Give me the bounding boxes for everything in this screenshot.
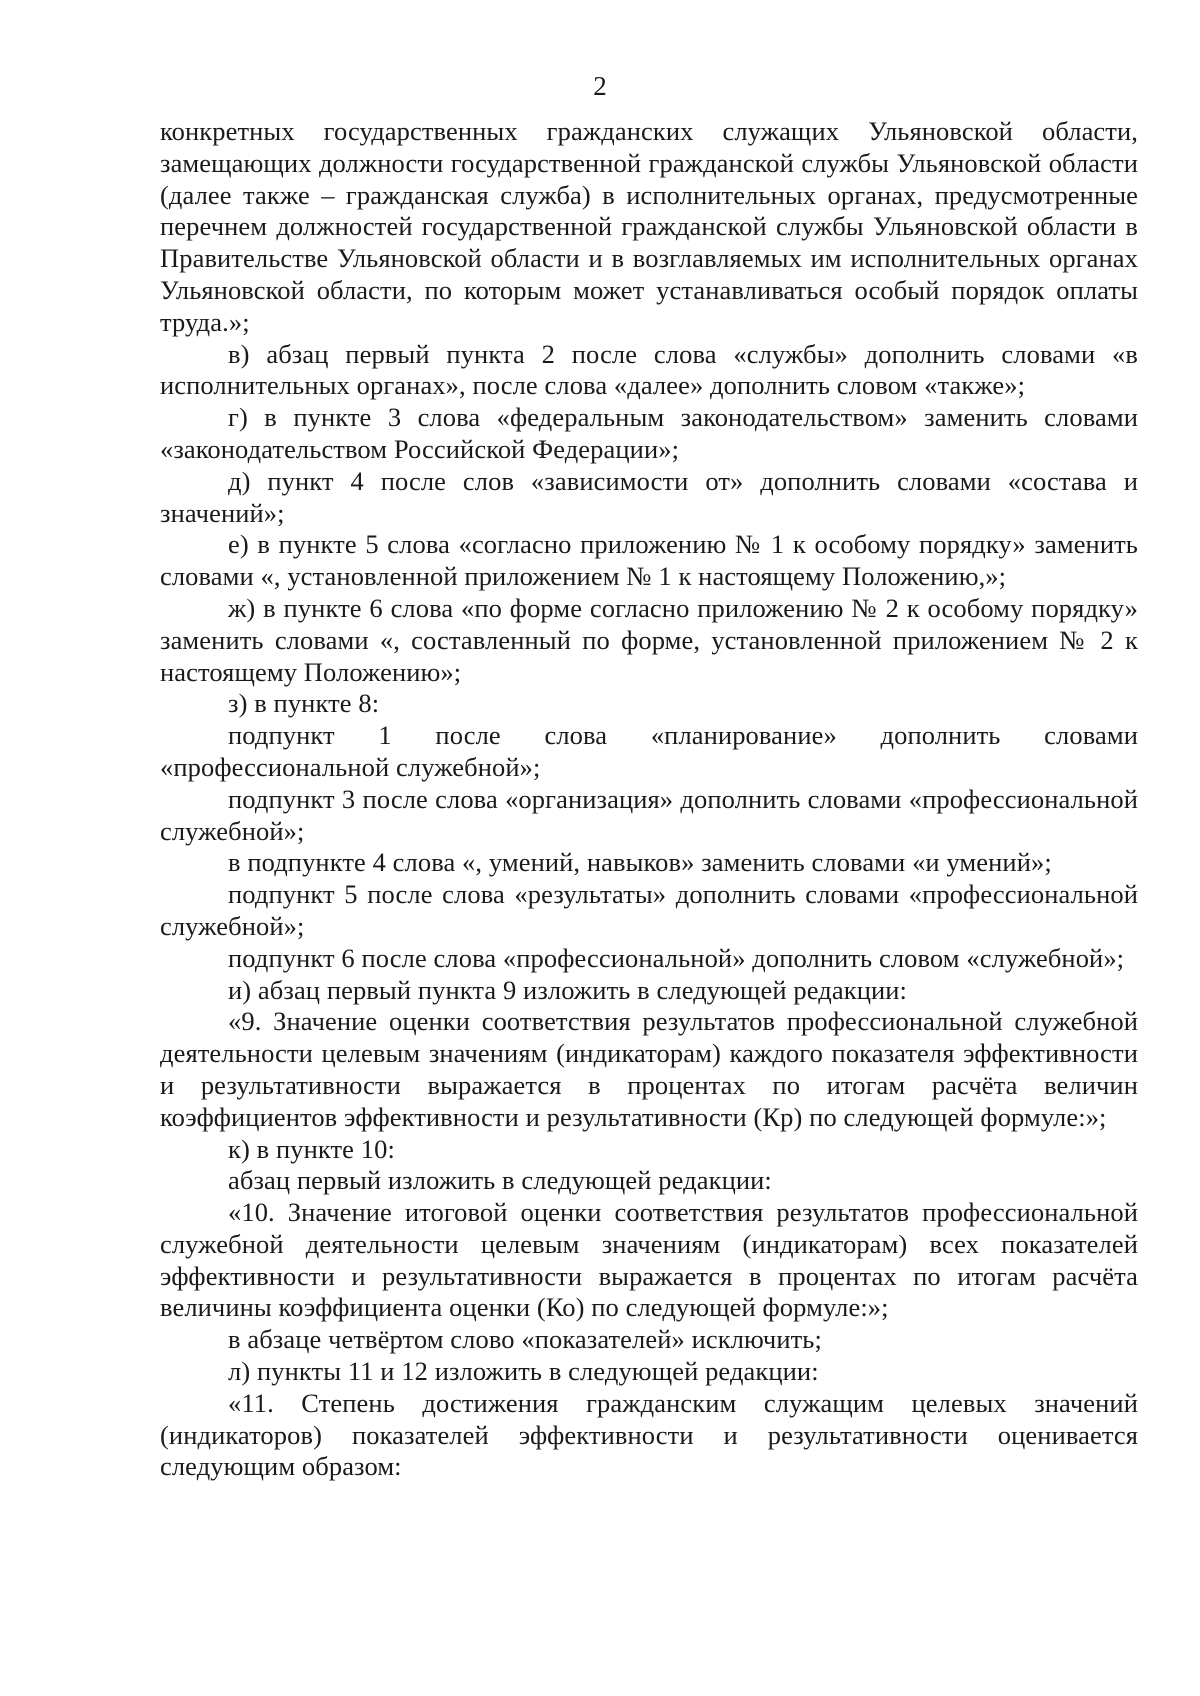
paragraph-item-i: и) абзац первый пункта 9 изложить в следующей редакции: [228,974,908,1005]
paragraph-continuation: конкретных государственных гражданских служащих Ульяновской области, замещающих должности государственной гражданской службы Ульяновской области (далее также – гражданская служба) в исполнительных органах, предусмотренные перечнем должностей государственной гражданской службы Ульяновской области в Правительстве Ульяновской области и в возглавляемых им исполнительных органах Ульяновской области, по которым может устанавливаться особый порядок оплаты труда.»; [160,116,1138,337]
paragraph-quote-10: «10. Значение итоговой оценки соответствия результатов профессиональной служебной деятельности целевым значениям (индикаторам) всех показателей эффективности и результативности выражается в процентах по итогам расчёта величины коэффициента оценки (Ко) по следующей формуле:»; [160,1197,1138,1323]
paragraph-subitem-5: подпункт 5 после слова «результаты» дополнить словами «профессиональной служебной»; [160,879,1138,941]
paragraph-k-first-abzac: абзац первый изложить в следующей редакции: [228,1165,772,1196]
paragraph-item-d: д) пункт 4 после слов «зависимости от» дополнить словами «состава и значений»; [160,465,1138,528]
paragraph-item-z: з) в пункте 8: [228,688,380,719]
paragraph-subitem-6: подпункт 6 после слова «профессиональной» дополнить словом «служебной»; [228,942,1125,973]
paragraph-k-fourth-abzac: в абзаце четвёртом слово «показателей» исключить; [228,1324,822,1355]
paragraph-item-zh: ж) в пункте 6 слова «по форме согласно приложению № 2 к особому порядку» заменить словами «, составленный по форме, установленной приложением № 2 к настоящему Положению»; [160,592,1138,687]
paragraph-item-l: л) пункты 11 и 12 изложить в следующей редакции: [228,1356,819,1387]
page-number: 2 [593,71,607,101]
paragraph-item-k: к) в пункте 10: [228,1133,395,1164]
paragraph-quote-11: «11. Степень достижения гражданским служащим целевых значений (индикаторов) показателей эффективности и результативности оценивается следующим образом: [160,1387,1138,1482]
paragraph-item-g: г) в пункте 3 слова «федеральным законодательством» заменить словами «законодательством Российской Федерации»; [160,402,1138,464]
paragraph-item-e: е) в пункте 5 слова «согласно приложению № 1 к особому порядку» заменить словами «, установленной приложением № 1 к настоящему Положению,»; [160,529,1138,592]
paragraph-item-v: в) абзац первый пункта 2 после слова «службы» дополнить словами «в исполнительных органах», после слова «далее» дополнить словом «также»; [160,338,1138,401]
paragraph-quote-9: «9. Значение оценки соответствия результатов профессиональной служебной деятельности целевым значениям (индикаторам) каждого показателя эффективности и результативности выражается в процентах по итогам расчёта величин коэффициентов эффективности и результативности (Кр) по следующей формуле:»; [160,1006,1138,1132]
paragraph-subitem-3: подпункт 3 после слова «организация» дополнить словами «профессиональной служебной»; [160,783,1138,846]
paragraph-subitem-4: в подпункте 4 слова «, умений, навыков» заменить словами «и умений»; [228,847,1052,878]
document-body [160,116,1138,1483]
paragraph-subitem-1: подпункт 1 после слова «планирование» дополнить словами «профессиональной служебной»; [160,720,1138,782]
